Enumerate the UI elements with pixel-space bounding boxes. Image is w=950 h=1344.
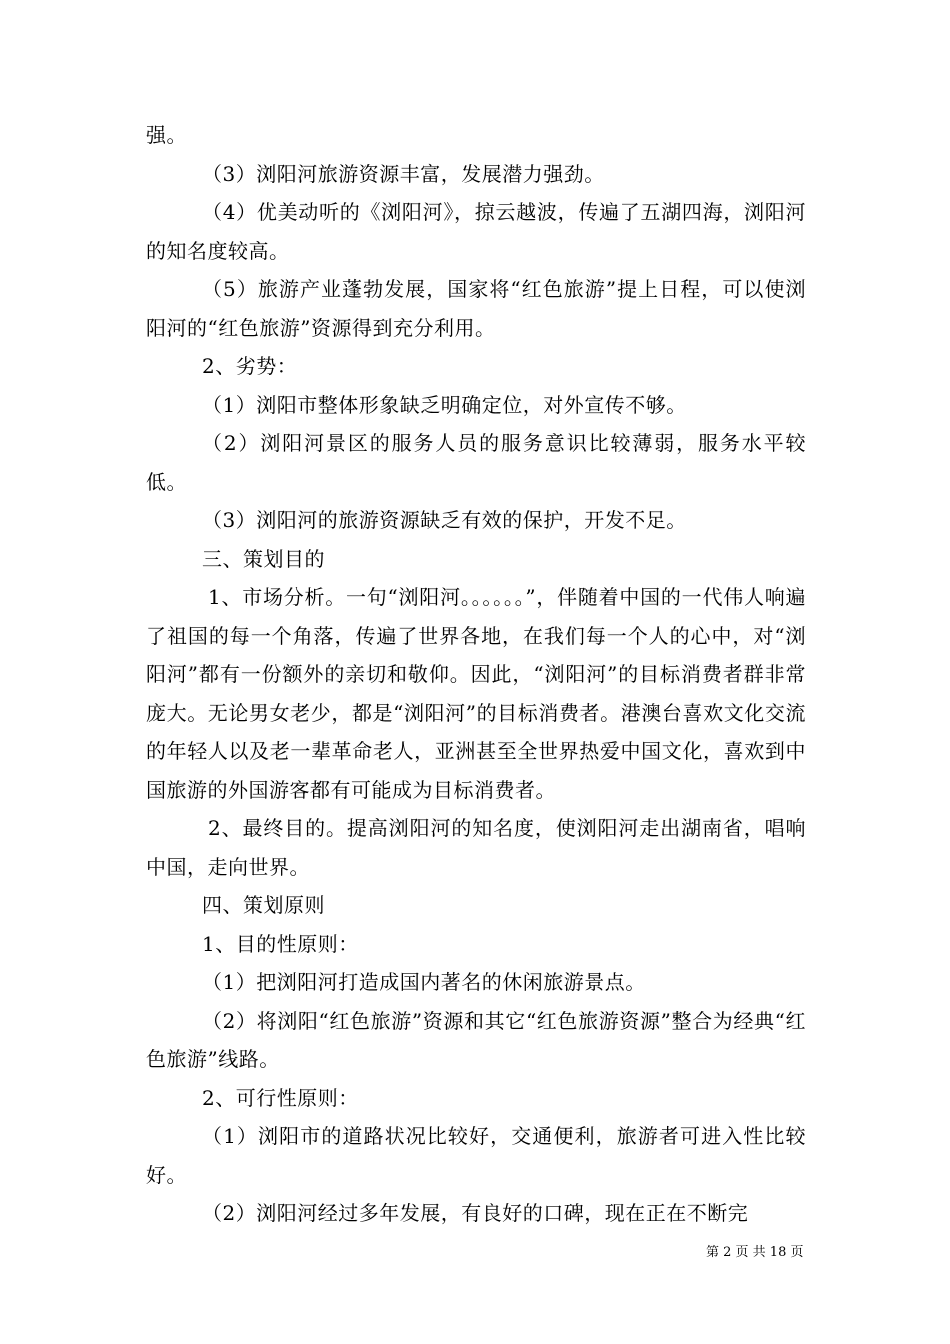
paragraph-9: 三、策划目的 — [202, 546, 325, 571]
paragraph-14: （1）把浏阳河打造成国内著名的休闲旅游景点。 — [202, 970, 646, 994]
paragraph-8: （3）浏阳河的旅游资源缺乏有效的保护，开发不足。 — [202, 508, 687, 532]
paragraph-2: （3）浏阳河旅游资源丰富，发展潜力强劲。 — [202, 161, 605, 186]
page-number-footer: 第 2 页 共 18 页 — [706, 1245, 804, 1260]
paragraph-4: （5）旅游产业蓬勃发展，国家将“红色旅游”提上日程，可以使浏阳河的“红色旅游”资源得到充分利用。 — [146, 277, 806, 340]
paragraph-17: （1）浏阳市的道路状况比较好，交通便利，旅游者可进入性比较好。 — [146, 1124, 806, 1187]
paragraph-11: 2、最终目的。提高浏阳河的知名度，使浏阳河走出湖南省，唱响中国，走向世界。 — [146, 816, 806, 879]
paragraph-1: 强。 — [146, 123, 187, 147]
paragraph-12: 四、策划原则 — [202, 893, 325, 917]
paragraph-15: （2）将浏阳“红色旅游”资源和其它“红色旅游资源”整合为经典“红色旅游”线路。 — [146, 1008, 806, 1071]
paragraph-16: 2、可行性原则： — [202, 1085, 359, 1110]
paragraph-5: 2、劣势： — [202, 354, 298, 378]
paragraph-18: （2）浏阳河经过多年发展，有良好的口碑，现在正在不断完 — [202, 1201, 749, 1225]
paragraph-6: （1）浏阳市整体形象缺乏明确定位，对外宣传不够。 — [202, 392, 687, 417]
paragraph-13: 1、目的性原则： — [202, 931, 359, 956]
paragraph-10: 1、市场分析。一句“浏阳河。。。。。。”，伴随着中国的一代伟人响遍了祖国的每一个角落，传遍了世界各地，在我们每一个人的心中，对“浏阳河”都有一份额外的亲切和敬仰。因此，“浏阳河”的目标消费者群非常庞大。无论男女老少，都是“浏阳河”的目标消费者。港澳台喜欢文化交流的年轻人以及老一辈革命老人，亚洲甚至全世界热爱中国文化，喜欢到中国旅游的外国游客都有可能成为目标消费者。 — [146, 585, 806, 802]
document-body — [146, 116, 806, 1233]
paragraph-3: （4）优美动听的《浏阳河》，掠云越波，传遍了五湖四海，浏阳河的知名度较高。 — [146, 200, 806, 263]
paragraph-7: （2）浏阳河景区的服务人员的服务意识比较薄弱，服务水平较低。 — [146, 431, 806, 494]
